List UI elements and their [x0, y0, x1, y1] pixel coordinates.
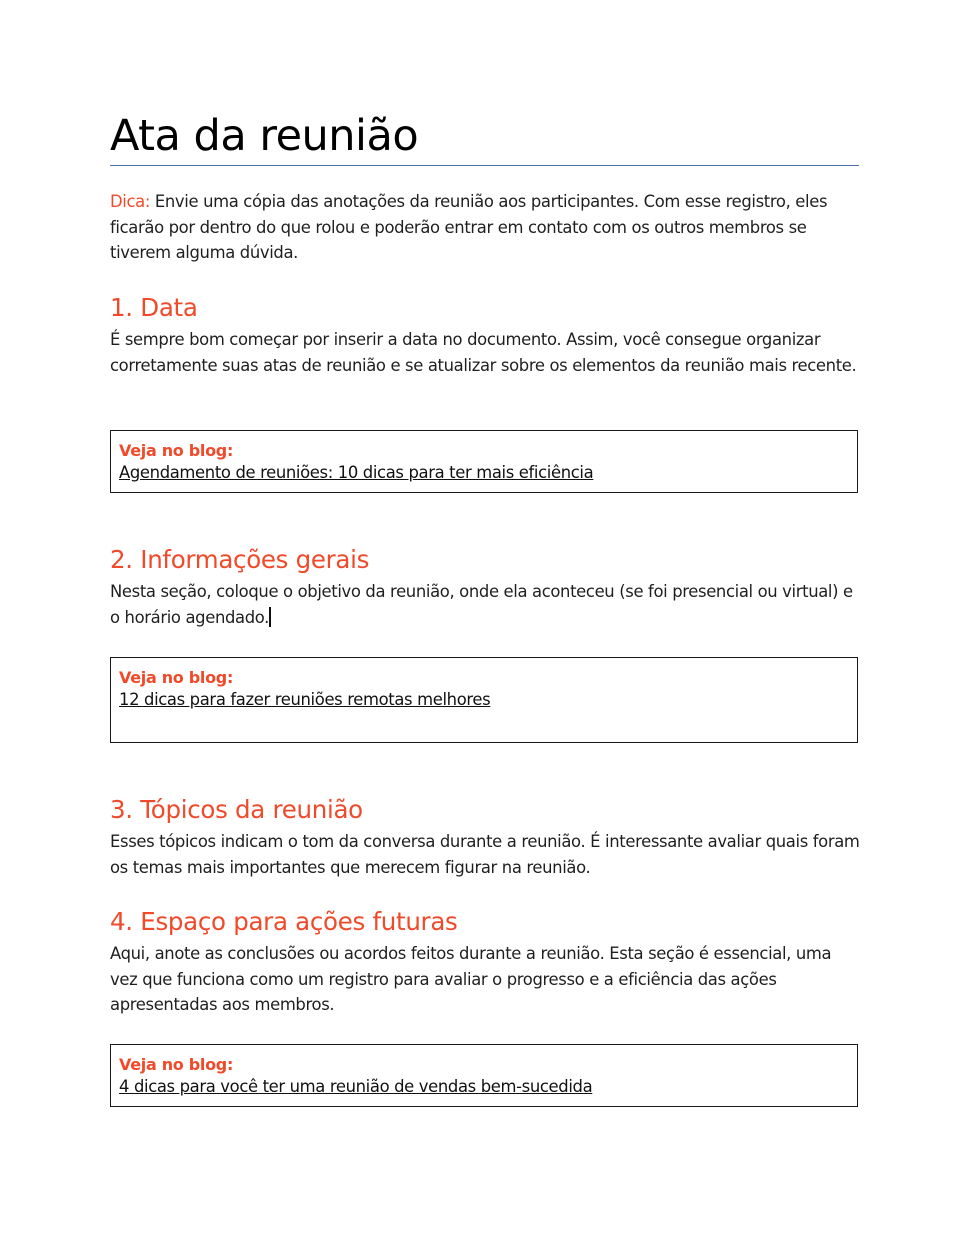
section-body-informacoes-gerais[interactable] — [110, 579, 862, 630]
section-body-data[interactable]: É sempre bom começar por inserir a data no documento. Assim, você consegue organizar corretamente suas atas de reunião e se atualizar sobre os elementos da reunião mais recente. — [110, 330, 857, 375]
tip-paragraph[interactable] — [110, 189, 862, 266]
section-heading-acoes-futuras[interactable]: 4. Espaço para ações futuras — [110, 907, 458, 936]
section-body-acoes-futuras[interactable]: Aqui, anote as conclusões ou acordos feitos durante a reunião. Esta seção é essencial, uma vez que funciona como um registro para avaliar o progresso e a eficiência das ações apresentadas aos membros. — [110, 944, 832, 1014]
blog-callout-3 — [110, 1044, 858, 1107]
blog-link-agendamento[interactable]: Agendamento de reuniões: 10 dicas para ter mais eficiência — [119, 463, 594, 482]
blog-callout-2 — [110, 657, 858, 743]
section-body-topicos[interactable]: Esses tópicos indicam o tom da conversa durante a reunião. É interessante avaliar quais foram os temas mais importantes que merecem figurar na reunião. — [110, 832, 860, 877]
blog-link-reuniao-vendas[interactable]: 4 dicas para você ter uma reunião de vendas bem-sucedida — [119, 1077, 593, 1096]
blog-label: Veja no blog: — [119, 441, 234, 460]
section-heading-informacoes-gerais[interactable]: 2. Informações gerais — [110, 545, 370, 574]
blog-label: Veja no blog: — [119, 668, 234, 687]
blog-callout-1 — [110, 430, 858, 493]
tip-text: Envie uma cópia das anotações da reunião aos participantes. Com esse registro, eles ficarão por dentro do que rolou e poderão entrar em contato com os outros membros se tiverem alguma dúvida. — [110, 192, 828, 262]
blog-label: Veja no blog: — [119, 1055, 234, 1074]
tip-label: Dica: — [110, 192, 151, 211]
section-heading-topicos[interactable]: 3. Tópicos da reunião — [110, 795, 363, 824]
document-title[interactable]: Ata da reunião — [110, 111, 419, 161]
section-body-text: Nesta seção, coloque o objetivo da reunião, onde ela aconteceu (se foi presencial ou virtual) e o horário agendado. — [110, 582, 853, 627]
text-cursor — [269, 607, 271, 627]
blog-link-reunioes-remotas[interactable]: 12 dicas para fazer reuniões remotas melhores — [119, 690, 491, 709]
title-divider — [110, 165, 859, 166]
section-heading-data[interactable]: 1. Data — [110, 293, 198, 322]
